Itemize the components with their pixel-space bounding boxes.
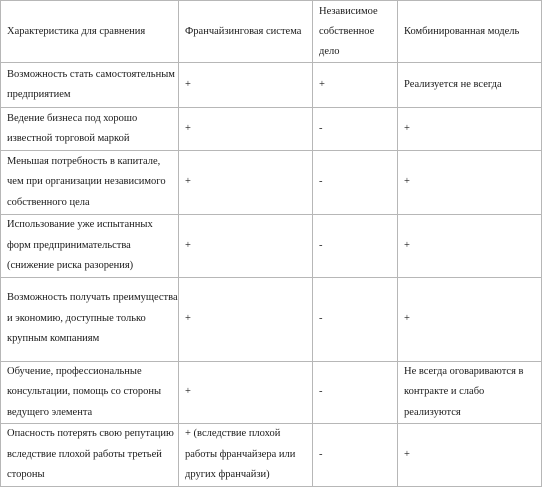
cell-franchise: + bbox=[179, 151, 313, 215]
cell-combined: Реализуется не всегда bbox=[398, 63, 542, 108]
header-characteristic: Характеристика для сравнения bbox=[1, 1, 179, 63]
table-row bbox=[1, 215, 542, 278]
cell-independent: - bbox=[313, 361, 398, 424]
cell-combined: + bbox=[398, 424, 542, 487]
cell-characteristic: Опасность потерять свою репутацию вследствие плохой работы третьей стороны bbox=[1, 424, 179, 487]
cell-combined: + bbox=[398, 151, 542, 215]
cell-franchise: + bbox=[179, 361, 313, 424]
cell-independent: - bbox=[313, 424, 398, 487]
cell-characteristic: Обучение, профессиональные консультации, помощь со стороны ведущего элемента bbox=[1, 361, 179, 424]
header-franchise-system: Франчайзинговая система bbox=[179, 1, 313, 63]
cell-combined: + bbox=[398, 215, 542, 278]
cell-franchise: + bbox=[179, 277, 313, 361]
cell-combined: Не всегда оговариваются в контракте и слабо реализуются bbox=[398, 361, 542, 424]
table-row bbox=[1, 424, 542, 487]
table-row bbox=[1, 63, 542, 108]
table-header-row bbox=[1, 1, 542, 63]
cell-independent: - bbox=[313, 151, 398, 215]
table-row bbox=[1, 277, 542, 361]
cell-franchise: + bbox=[179, 63, 313, 108]
header-combined-model: Комбинированная модель bbox=[398, 1, 542, 63]
cell-characteristic: Ведение бизнеса под хорошо известной торговой маркой bbox=[1, 108, 179, 151]
cell-characteristic: Меньшая потребность в капитале, чем при организации независимого собственного цела bbox=[1, 151, 179, 215]
header-independent-business: Независимое собственное дело bbox=[313, 1, 398, 63]
cell-independent: - bbox=[313, 215, 398, 278]
cell-franchise: + bbox=[179, 215, 313, 278]
table-row bbox=[1, 361, 542, 424]
cell-independent: + bbox=[313, 63, 398, 108]
cell-combined: + bbox=[398, 108, 542, 151]
cell-independent: - bbox=[313, 277, 398, 361]
cell-combined: + bbox=[398, 277, 542, 361]
cell-characteristic: Использование уже испытанных форм предпринимательства (снижение риска разорения) bbox=[1, 215, 179, 278]
cell-franchise: + (вследствие плохой работы франчайзера или других франчайзи) bbox=[179, 424, 313, 487]
cell-characteristic: Возможность получать преимущества и экономию, доступные только крупным компаниям bbox=[1, 277, 179, 361]
table-row bbox=[1, 151, 542, 215]
cell-independent: - bbox=[313, 108, 398, 151]
cell-characteristic: Возможность стать самостоятельным предприятием bbox=[1, 63, 179, 108]
table-row bbox=[1, 108, 542, 151]
cell-franchise: + bbox=[179, 108, 313, 151]
